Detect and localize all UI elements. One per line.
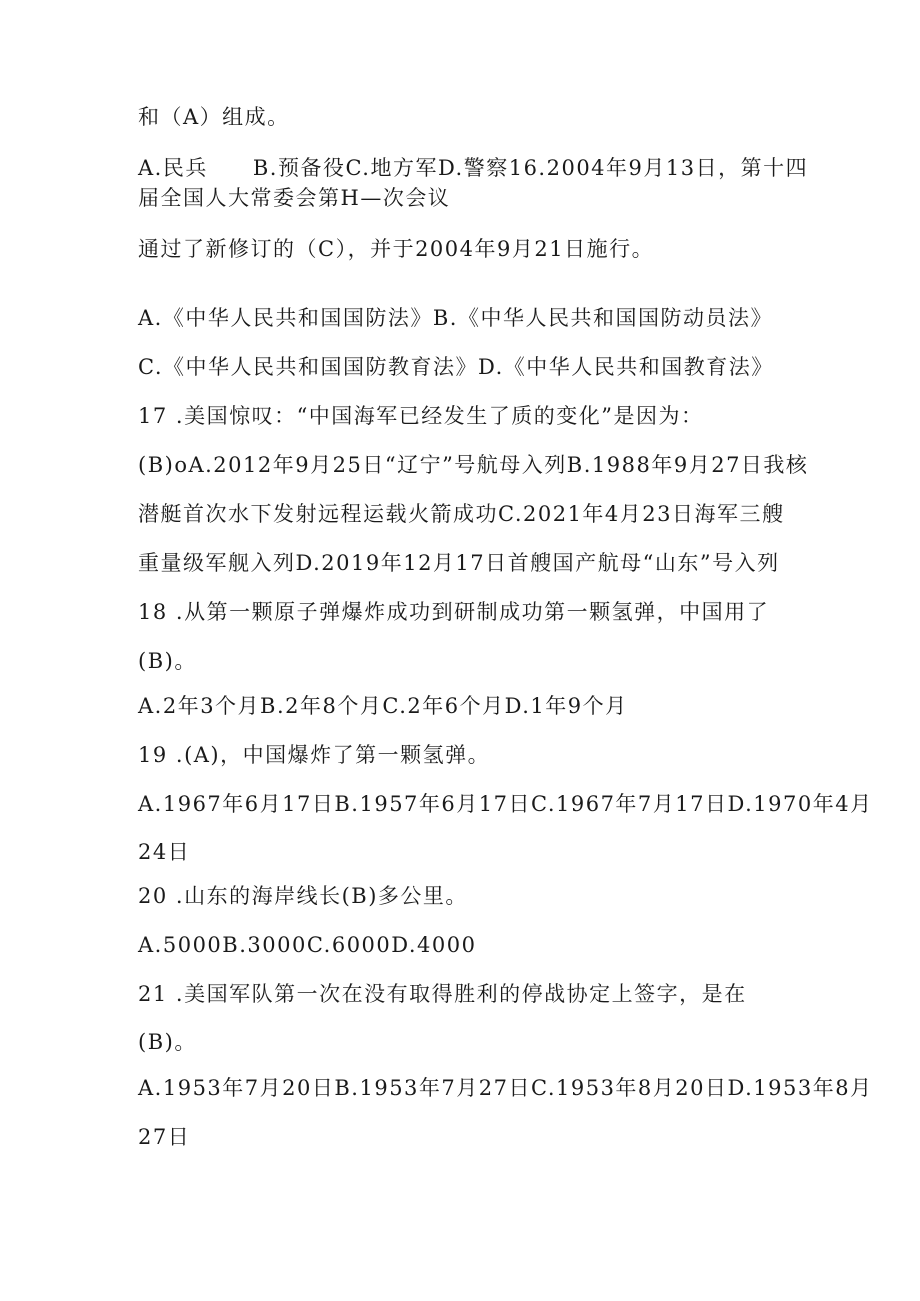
text-line-q19-question: 19 .(A)，中国爆炸了第一颗氢弹。 bbox=[138, 743, 491, 767]
text-line-q17-options-2: 潜艇首次水下发射远程运载火箭成功C.2021年4月23日海军三艘 bbox=[138, 502, 785, 526]
text-line-q21-question: 21 .美国军队第一次在没有取得胜利的停战协定上签字，是在 bbox=[138, 982, 747, 1006]
text-line-q21-options: A.1953年7月20日B.1953年7月27日C.1953年8月20日D.1953年8月 bbox=[138, 1076, 873, 1100]
text-line-q21-options-end: 27日 bbox=[138, 1125, 191, 1149]
text-line-q18-question: 18 .从第一颗原子弹爆炸成功到研制成功第一颗氢弹，中国用了 bbox=[138, 600, 770, 624]
text-line-q15-options: A.民兵 B.预备役C.地方军D.警察16.2004年9月13日，第十四 bbox=[138, 156, 809, 180]
text-line-q19-options-end: 24日 bbox=[138, 840, 191, 864]
text-line-q20-question: 20 .山东的海岸线长(B)多公里。 bbox=[138, 884, 468, 908]
text-line-q16-continued: 届全国人大常委会第H—次会议 bbox=[138, 186, 451, 210]
text-line-q21-answer: (B)。 bbox=[138, 1030, 197, 1054]
text-line-option-ending: 和（A）组成。 bbox=[138, 105, 290, 129]
text-line-q16-options-ab: A.《中华人民共和国国防法》B.《中华人民共和国国防动员法》 bbox=[138, 306, 773, 330]
text-line-q17-options-3: 重量级军舰入列D.2019年12月17日首艘国产航母“山东”号入列 bbox=[138, 551, 780, 575]
text-line-q20-options: A.5000B.3000C.6000D.4000 bbox=[138, 933, 477, 957]
text-line-q17-options-1: (B)oA.2012年9月25日“辽宁”号航母入列B.1988年9月27日我核 bbox=[138, 453, 809, 477]
text-line-q16-body: 通过了新修订的（C），并于2004年9月21日施行。 bbox=[138, 237, 655, 261]
text-line-q18-options: A.2年3个月B.2年8个月C.2年6个月D.1年9个月 bbox=[138, 694, 628, 718]
text-line-q17-question: 17 .美国惊叹：“中国海军已经发生了质的变化”是因为： bbox=[138, 404, 704, 428]
text-line-q16-options-cd: C.《中华人民共和国国防教育法》D.《中华人民共和国教育法》 bbox=[138, 355, 774, 379]
text-line-q19-options: A.1967年6月17日B.1957年6月17日C.1967年7月17日D.1970年4月 bbox=[138, 792, 873, 816]
text-line-q18-answer: (B)。 bbox=[138, 649, 197, 673]
